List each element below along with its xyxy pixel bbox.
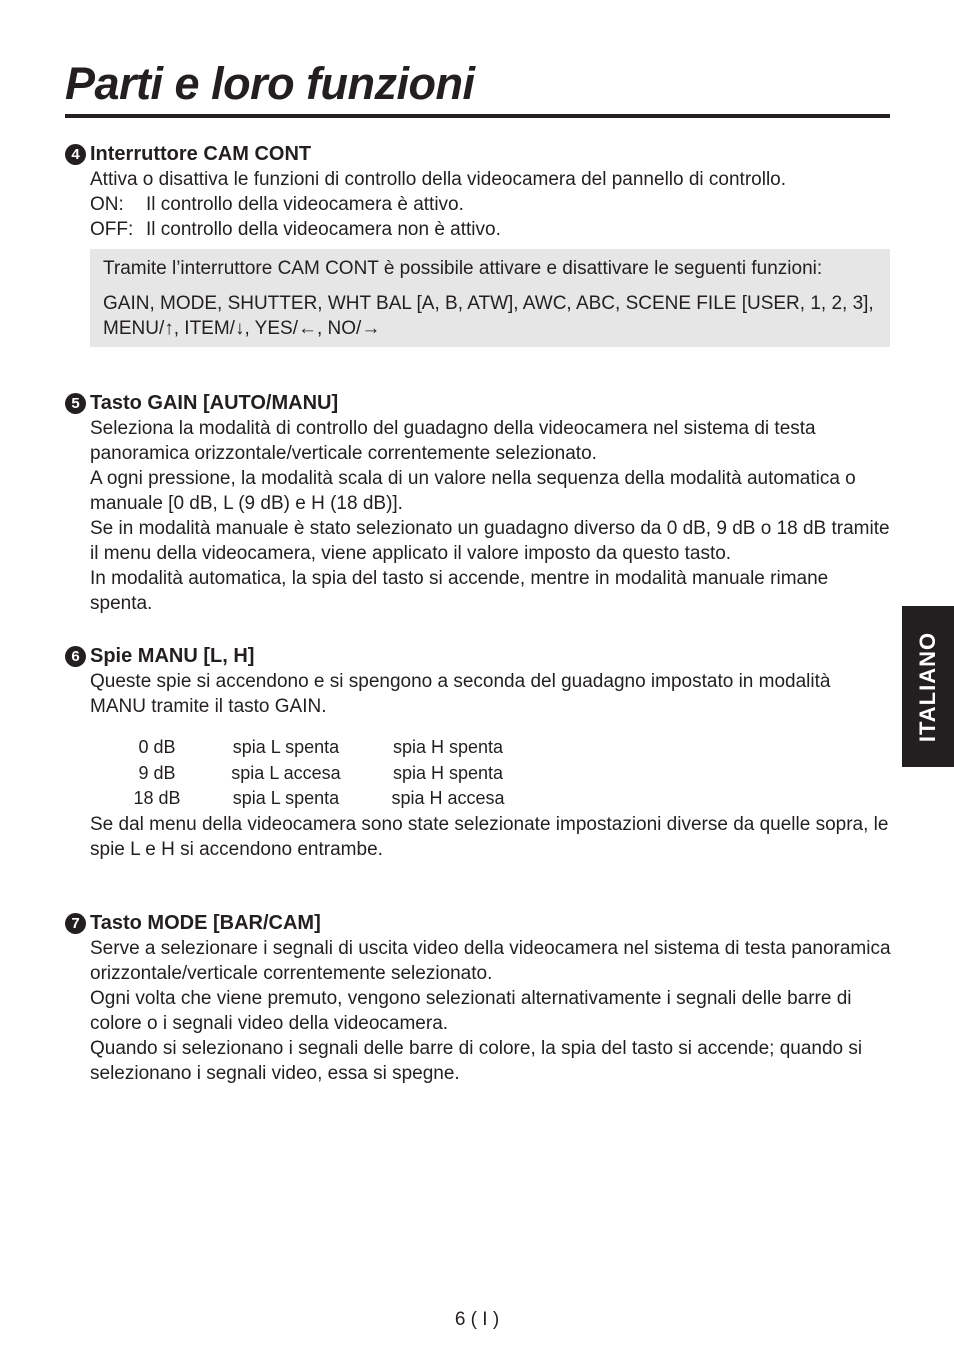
arrow-left-icon: ← bbox=[297, 318, 317, 339]
table-cell: spia L spenta bbox=[232, 788, 340, 809]
arrow-up-icon: ↑ bbox=[164, 318, 174, 339]
section-body bbox=[65, 167, 891, 242]
section-title: Spie MANU [L, H] bbox=[90, 644, 255, 667]
note-intro: Tramite l’interruttore CAM CONT è possibile attivare e disattivare le seguenti funzioni: bbox=[103, 258, 823, 279]
arrow-right-icon: → bbox=[361, 318, 381, 339]
section-description: Attiva o disattiva le funzioni di controllo della videocamera del pannello di controllo. bbox=[90, 169, 787, 190]
note-functions-text: GAIN, MODE, SHUTTER, WHT BAL [A, B, ATW], AWC, ABC, SCENE FILE [USER, 1, 2, 3], MENU/ bbox=[103, 293, 874, 339]
note-no-text: , NO/ bbox=[316, 318, 362, 339]
paragraph: Se in modalità manuale è stato selezionato un guadagno diverso da 0 dB, 9 dB o 18 dB tramite il menu della videocamera, viene applicato il valore imposto da questo tasto. bbox=[90, 518, 890, 564]
note-yes-text: , YES/ bbox=[244, 318, 298, 339]
section-title: Interruttore CAM CONT bbox=[90, 142, 312, 165]
off-text: Il controllo della videocamera non è attivo. bbox=[146, 219, 501, 240]
section-number-badge: 4 bbox=[65, 144, 86, 165]
table-cell: spia H spenta bbox=[392, 737, 504, 758]
section-header bbox=[65, 141, 891, 167]
section-header bbox=[65, 643, 891, 669]
title-divider bbox=[65, 114, 890, 118]
note-item-text: , ITEM/ bbox=[173, 318, 235, 339]
note-function-list bbox=[103, 291, 877, 341]
language-side-tab bbox=[902, 606, 954, 767]
language-label: ITALIANO bbox=[915, 631, 940, 742]
table-cell: 0 dB bbox=[138, 737, 176, 758]
on-text: Il controllo della videocamera è attivo. bbox=[146, 194, 464, 215]
off-state-row bbox=[90, 217, 891, 242]
on-label: ON: bbox=[90, 194, 124, 215]
table-cell: spia H accesa bbox=[391, 788, 505, 809]
table-row bbox=[112, 735, 526, 761]
section-gain-button bbox=[65, 390, 891, 616]
page-title: Parti e loro funzioni bbox=[65, 58, 475, 109]
section-number-badge: 6 bbox=[65, 646, 86, 667]
paragraph: Seleziona la modalità di controllo del guadagno della videocamera nel sistema di testa panoramica orizzontale/verticale correntemente selezionato. bbox=[90, 418, 816, 464]
on-state-row bbox=[90, 192, 891, 217]
section-manu-lamps bbox=[65, 643, 891, 862]
section-body bbox=[65, 669, 891, 862]
section-body bbox=[65, 416, 891, 616]
page-number: 6 ( I ) bbox=[454, 1309, 500, 1330]
off-label: OFF: bbox=[90, 219, 134, 240]
paragraph: Serve a selezionare i segnali di uscita video della videocamera nel sistema di testa panoramica orizzontale/verticale correntemente selezionato. bbox=[90, 938, 891, 984]
table-cell: spia L accesa bbox=[231, 762, 341, 783]
table-cell: 18 dB bbox=[133, 788, 181, 809]
note-box bbox=[90, 249, 890, 347]
section-title: Tasto MODE [BAR/CAM] bbox=[90, 911, 321, 934]
table-row bbox=[112, 761, 526, 787]
paragraph: A ogni pressione, la modalità scala di un valore nella sequenza della modalità automatica o manuale [0 dB, L (9 dB) e H (18 dB)]. bbox=[90, 468, 856, 514]
arrow-down-icon: ↓ bbox=[234, 318, 245, 339]
paragraph: Quando si selezionano i segnali delle barre di colore, la spia del tasto si accende; quando si selezionano i segnali video, essa si spegne. bbox=[90, 1038, 863, 1084]
paragraph: Ogni volta che viene premuto, vengono selezionati alternativamente i segnali delle barre di colore o i segnali video della videocamera. bbox=[90, 988, 852, 1034]
lamp-status-table bbox=[112, 735, 526, 812]
section-body bbox=[65, 936, 891, 1086]
section-title: Tasto GAIN [AUTO/MANU] bbox=[90, 391, 339, 414]
section-number-badge: 7 bbox=[65, 913, 86, 934]
section-header bbox=[65, 910, 891, 936]
section-number-badge: 5 bbox=[65, 393, 86, 414]
section-header bbox=[65, 390, 891, 416]
table-cell: spia H spenta bbox=[392, 762, 504, 783]
table-cell: 9 dB bbox=[138, 762, 176, 783]
section-intro: Queste spie si accendono e si spengono a seconda del guadagno impostato in modalità MANU tramite il tasto GAIN. bbox=[90, 671, 831, 717]
paragraph: In modalità automatica, la spia del tasto si accende, mentre in modalità manuale rimane spenta. bbox=[90, 568, 829, 614]
section-outro: Se dal menu della videocamera sono state selezionate impostazioni diverse da quelle sopra, le spie L e H si accendono entrambe. bbox=[90, 813, 889, 860]
table-cell: spia L spenta bbox=[232, 737, 340, 758]
section-cam-cont-switch bbox=[65, 141, 891, 347]
table-row bbox=[112, 786, 526, 812]
section-mode-button bbox=[65, 910, 891, 1086]
